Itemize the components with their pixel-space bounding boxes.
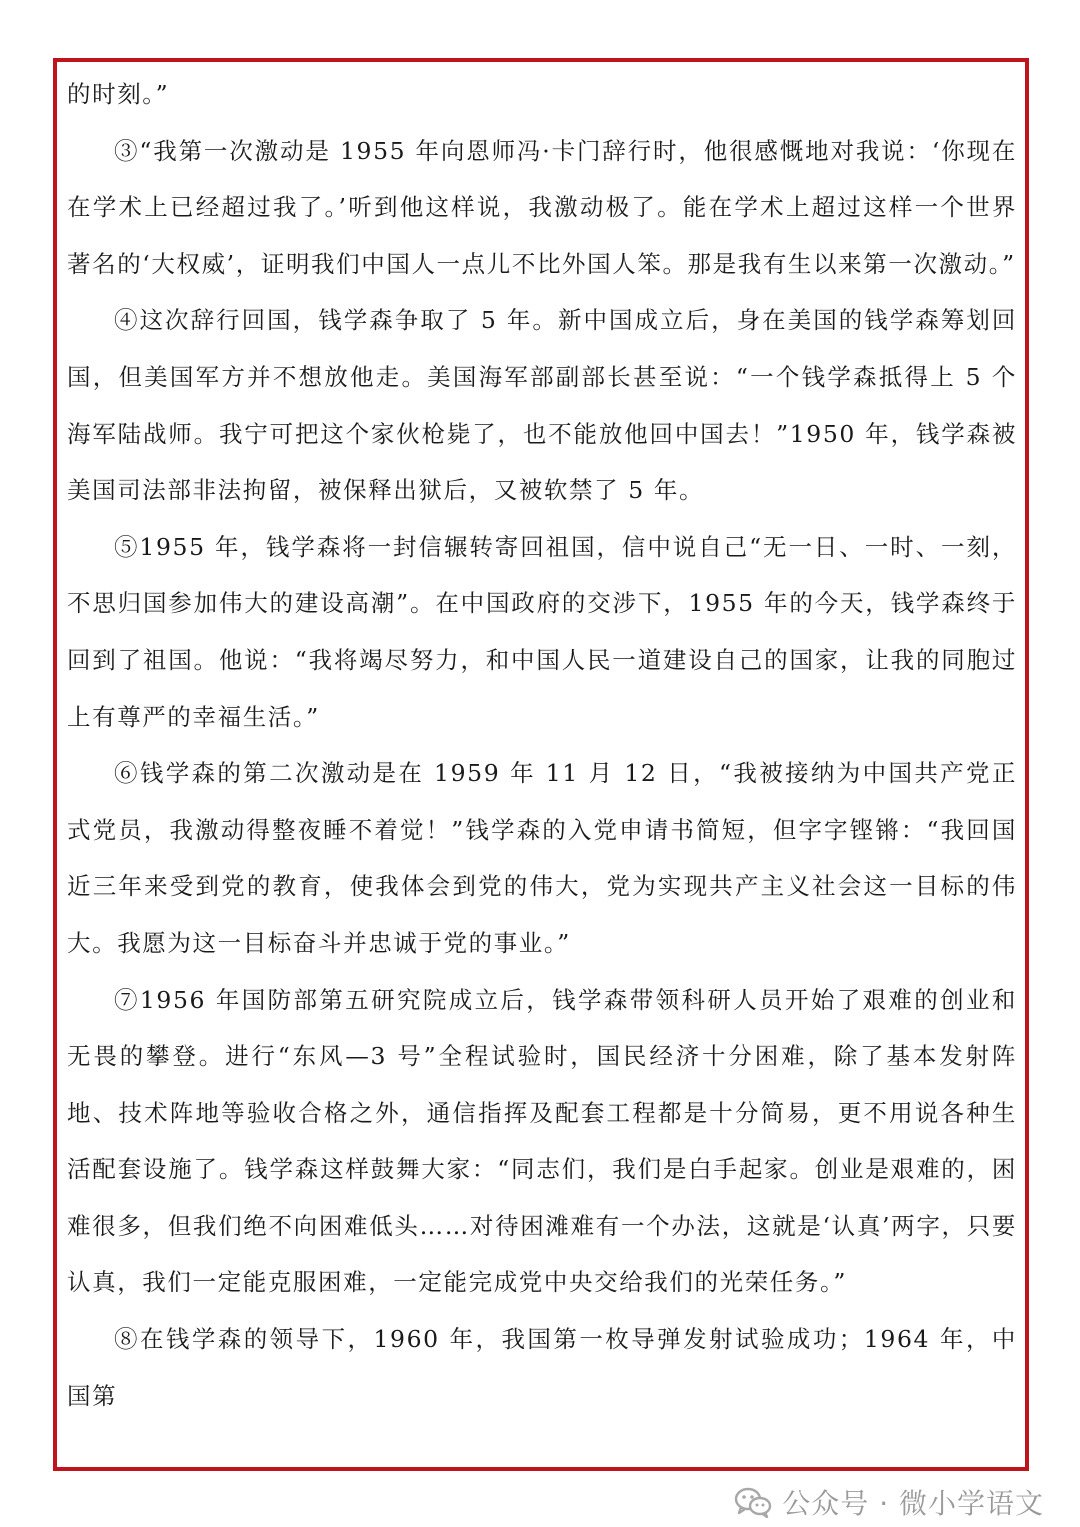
wechat-icon: [734, 1486, 772, 1518]
paragraph-4: ④这次辞行回国，钱学森争取了 5 年。新中国成立后，身在美国的钱学森筹划回国，但美国军方并不想放他走。美国海军部副部长甚至说：“一个钱学森抵得上 5 个海军陆战师。我宁可把这个家伙枪毙了，也不能放他回中国去！”1950 年，钱学森被美国司法部非法拘留，被保释出狱后，又被软禁了 5 年。: [67, 306, 1017, 505]
paragraph-continuation: 的时刻。”: [67, 80, 170, 108]
watermark: [734, 1482, 1044, 1522]
watermark-text: 公众号 · 微小学语文: [782, 1487, 1044, 1520]
paragraph-7: ⑦1956 年国防部第五研究院成立后，钱学森带领科研人员开始了艰难的创业和无畏的攀登。进行“东风—3 号”全程试验时，国民经济十分困难，除了基本发射阵地、技术阵地等验收合格之外，通信指挥及配套工程都是十分简易，更不用说各种生活配套设施了。钱学森这样鼓舞大家：“同志们，我们是白手起家。创业是艰难的，困难很多，但我们绝不向困难低头……对待困滩难有一个办法，这就是‘认真’两字，只要认真，我们一定能克服困难，一定能完成党中央交给我们的光荣任务。”: [67, 985, 1017, 1297]
article-body: [67, 66, 1017, 1424]
paragraph-3: ③“我第一次激动是 1955 年向恩师冯·卡门辞行时，他很感慨地对我说：‘你现在在学术上已经超过我了。’听到他这样说，我激动极了。能在学术上超过这样一个世界著名的‘大权威’，证明我们中国人一点儿不比外国人笨。那是我有生以来第一次激动。”: [67, 136, 1017, 278]
paragraph-5: ⑤1955 年，钱学森将一封信辗转寄回祖国，信中说自己“无一日、一时、一刻，不思归国参加伟大的建设高潮”。在中国政府的交涉下，1955 年的今天，钱学森终于回到了祖国。他说：“我将竭尽努力，和中国人民一道建设自己的国家，让我的同胞过上有尊严的幸福生活。”: [67, 532, 1017, 731]
paragraph-8: ⑧在钱学森的领导下，1960 年，我国第一枚导弹发射试验成功；1964 年，中国第: [67, 1325, 1017, 1410]
paragraph-6: ⑥钱学森的第二次激动是在 1959 年 11 月 12 日，“我被接纳为中国共产党正式党员，我激动得整夜睡不着觉！”钱学森的入党申请书简短，但字字铿锵：“我回国近三年来受到党的教育，使我体会到党的伟大，党为实现共产主义社会这一目标的伟大。我愿为这一目标奋斗并忠诚于党的事业。”: [67, 759, 1017, 957]
